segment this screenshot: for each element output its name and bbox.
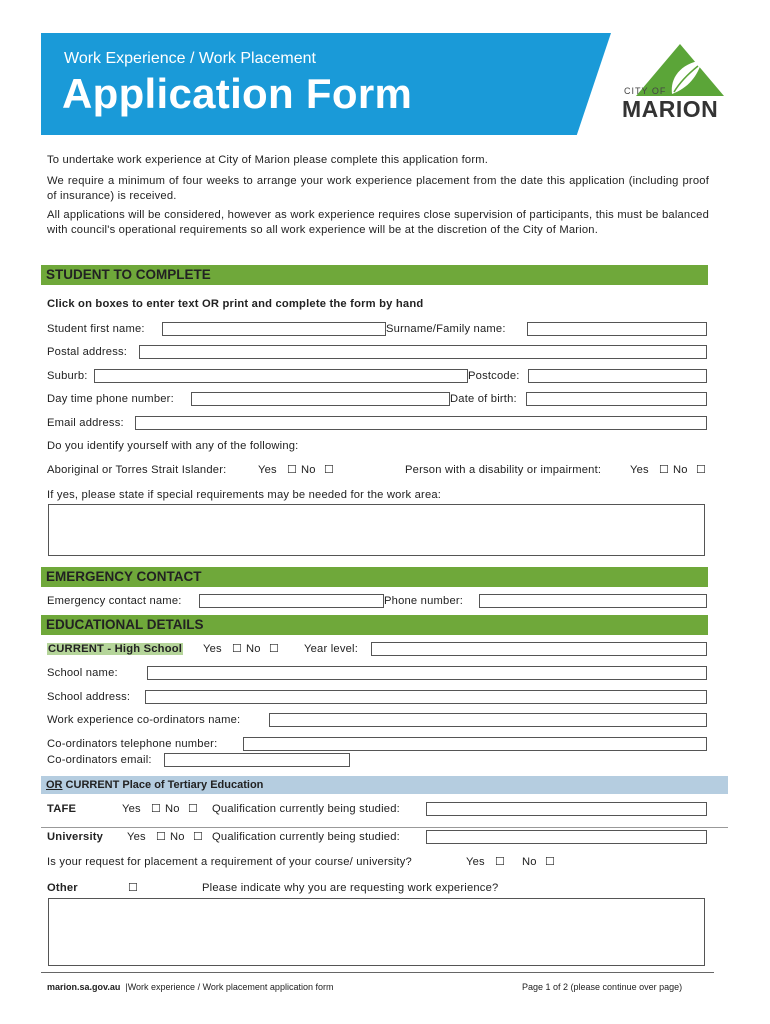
coordinator-email-label: Co-ordinators email: (47, 754, 152, 766)
special-requirements-label: If yes, please state if special requirements may be needed for the work area: (47, 489, 442, 501)
section-education: EDUCATIONAL DETAILS (41, 615, 708, 635)
school-name-label: School name: (47, 667, 118, 679)
hs-yes-label: Yes (203, 643, 222, 655)
hs-no-checkbox[interactable]: ☐ (269, 643, 280, 655)
uni-qualification-label: Qualification currently being studied: (212, 831, 400, 843)
email-field[interactable] (135, 416, 707, 430)
section-student: STUDENT TO COMPLETE (41, 265, 708, 285)
hs-no-label: No (246, 643, 261, 655)
tafe-label: TAFE (47, 803, 77, 815)
dob-label: Date of birth: (450, 393, 517, 405)
tafe-yes-checkbox[interactable]: ☐ (151, 803, 162, 815)
footer-site: marion.sa.gov.au (47, 982, 121, 992)
aboriginal-yes-checkbox[interactable]: ☐ (287, 464, 298, 476)
phone-field[interactable] (191, 392, 450, 406)
footer-divider (41, 972, 714, 973)
coordinator-name-label: Work experience co-ordinators name: (47, 714, 241, 726)
course-no-checkbox[interactable]: ☐ (545, 856, 556, 868)
first-name-label: Student first name: (47, 323, 145, 335)
form-subtitle: Work Experience / Work Placement (64, 50, 316, 67)
hs-yes-checkbox[interactable]: ☐ (232, 643, 243, 655)
course-yes-label: Yes (466, 856, 485, 868)
phone-label: Day time phone number: (47, 393, 174, 405)
disability-no-checkbox[interactable]: ☐ (696, 464, 707, 476)
section-emergency: EMERGENCY CONTACT (41, 567, 708, 587)
tafe-qualification-label: Qualification currently being studied: (212, 803, 400, 815)
emergency-phone-field[interactable] (479, 594, 707, 608)
emergency-name-label: Emergency contact name: (47, 595, 182, 607)
special-requirements-field[interactable] (48, 504, 705, 556)
tafe-no-label: No (165, 803, 180, 815)
tafe-qualification-field[interactable] (426, 802, 707, 816)
dob-field[interactable] (526, 392, 707, 406)
suburb-label: Suburb: (47, 370, 88, 382)
course-requirement-question: Is your request for placement a requirement of your course/ university? (47, 856, 412, 868)
uni-qualification-field[interactable] (426, 830, 707, 844)
intro-paragraph-1: To undertake work experience at City of Marion please complete this application form. (47, 154, 489, 166)
intro-paragraph-2: We require a minimum of four weeks to arrange your work experience placement from the date this application (including proof of insurance) is received. (47, 175, 709, 202)
university-label: University (47, 831, 104, 843)
why-field[interactable] (48, 898, 705, 966)
course-no-label: No (522, 856, 537, 868)
year-level-field[interactable] (371, 642, 707, 656)
aboriginal-no-checkbox[interactable]: ☐ (324, 464, 335, 476)
uni-no-checkbox[interactable]: ☐ (193, 831, 204, 843)
emergency-name-field[interactable] (199, 594, 384, 608)
why-label: Please indicate why you are requesting work experience? (202, 882, 499, 894)
surname-field[interactable] (527, 322, 707, 336)
aboriginal-no-label: No (301, 464, 316, 476)
aboriginal-yes-label: Yes (258, 464, 277, 476)
disability-yes-checkbox[interactable]: ☐ (659, 464, 670, 476)
emergency-phone-label: Phone number: (384, 595, 464, 607)
postcode-label: Postcode: (468, 370, 520, 382)
postal-address-field[interactable] (139, 345, 707, 359)
tafe-yes-label: Yes (122, 803, 141, 815)
year-level-label: Year level: (304, 643, 359, 655)
footer-left: marion.sa.gov.au |Work experience / Work placement application form (47, 982, 334, 992)
aboriginal-label: Aboriginal or Torres Strait Islander: (47, 464, 227, 476)
disability-yes-label: Yes (630, 464, 649, 476)
divider (41, 827, 728, 828)
uni-yes-checkbox[interactable]: ☐ (156, 831, 167, 843)
identify-question: Do you identify yourself with any of the following: (47, 440, 299, 452)
coordinator-email-field[interactable] (164, 753, 350, 767)
email-label: Email address: (47, 417, 124, 429)
course-yes-checkbox[interactable]: ☐ (495, 856, 506, 868)
coordinator-name-field[interactable] (269, 713, 707, 727)
postal-address-label: Postal address: (47, 346, 128, 358)
uni-no-label: No (170, 831, 185, 843)
other-checkbox[interactable]: ☐ (128, 882, 139, 894)
tafe-no-checkbox[interactable]: ☐ (188, 803, 199, 815)
logo-city-of: CITY OF (624, 86, 667, 96)
footer-doc-title: Work experience / Work placement application form (127, 982, 334, 992)
postcode-field[interactable] (528, 369, 707, 383)
coordinator-phone-label: Co-ordinators telephone number: (47, 738, 218, 750)
form-title: Application Form (62, 70, 413, 117)
disability-no-label: No (673, 464, 688, 476)
student-instruction: Click on boxes to enter text OR print and complete the form by hand (47, 298, 424, 310)
school-address-label: School address: (47, 691, 131, 703)
section-tertiary: OR CURRENT Place of Tertiary Education (41, 776, 728, 794)
current-high-school-label: CURRENT - High School (48, 643, 183, 655)
disability-label: Person with a disability or impairment: (405, 464, 602, 476)
intro-paragraph-3: All applications will be considered, however as work experience requires close supervision of participants, this must be balanced with council's operational requirements so all work experience will be at the discretion of the City of Marion. (47, 209, 709, 236)
surname-label: Surname/Family name: (386, 323, 506, 335)
first-name-field[interactable] (162, 322, 386, 336)
uni-yes-label: Yes (127, 831, 146, 843)
logo-marion: MARION (622, 96, 719, 122)
school-address-field[interactable] (145, 690, 707, 704)
other-label: Other (47, 882, 78, 894)
suburb-field[interactable] (94, 369, 468, 383)
school-name-field[interactable] (147, 666, 707, 680)
footer-page-number: Page 1 of 2 (please continue over page) (522, 982, 683, 992)
coordinator-phone-field[interactable] (243, 737, 707, 751)
